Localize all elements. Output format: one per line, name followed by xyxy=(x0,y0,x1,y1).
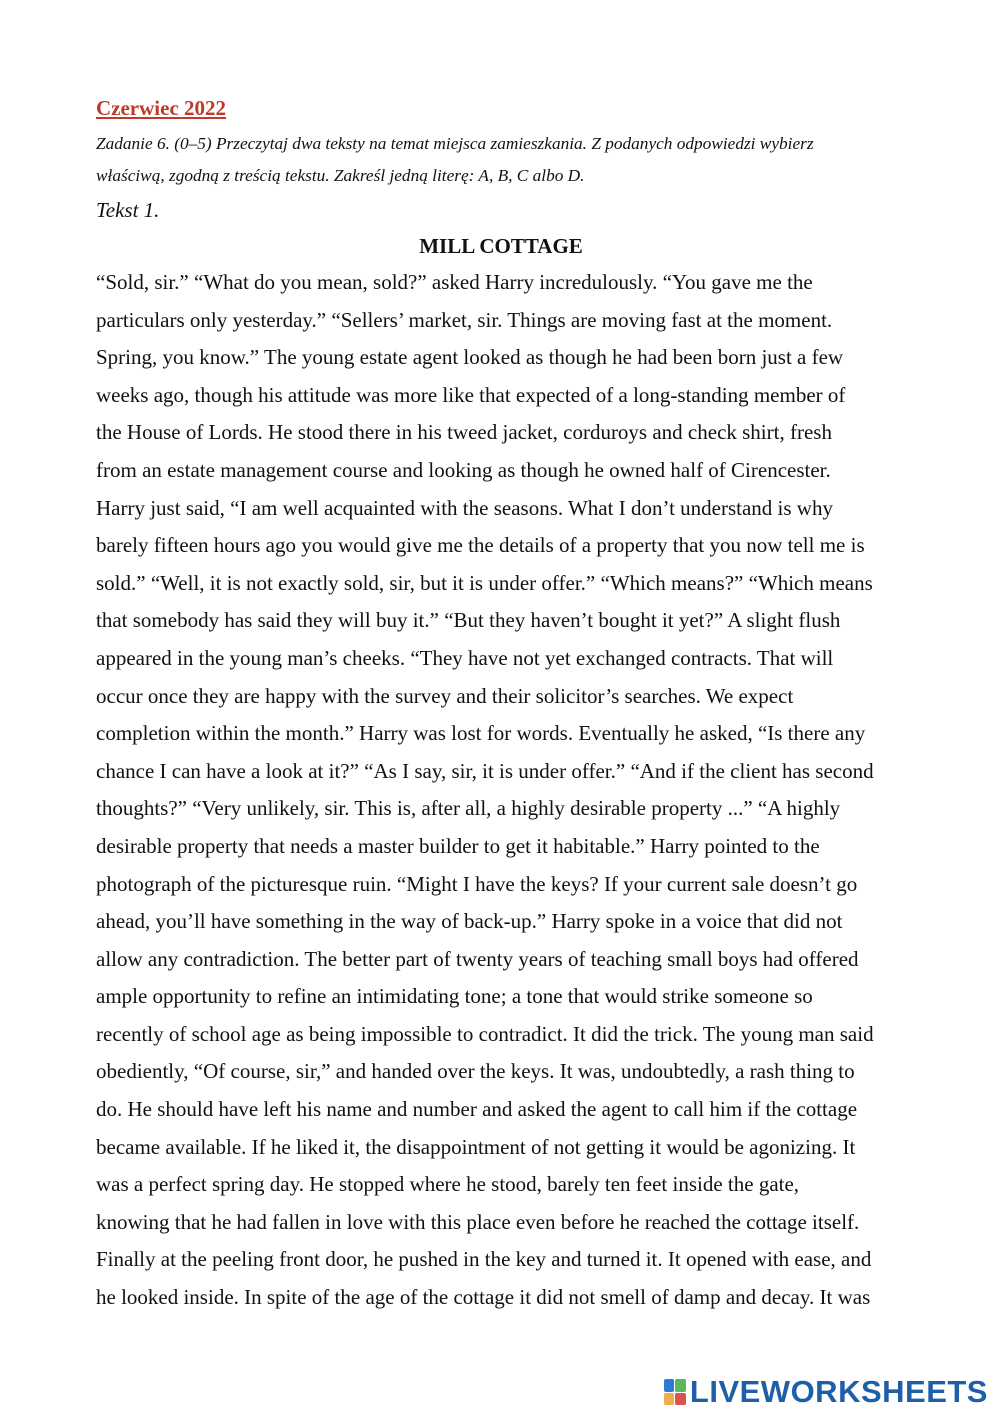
story-line: particulars only yesterday.” “Sellers’ market, sir. Things are moving fast at the moment. xyxy=(96,307,833,332)
story-line: knowing that he had fallen in love with this place even before he reached the cottage itself. xyxy=(96,1209,860,1234)
instruction-line-1: Zadanie 6. (0–5) Przeczytaj dwa teksty na temat miejsca zamieszkania. Z podanych odpowiedzi wybierz xyxy=(96,134,814,153)
story-line: weeks ago, though his attitude was more like that expected of a long-standing member of xyxy=(96,382,846,407)
story-line: photograph of the picturesque ruin. “Might I have the keys? If your current sale doesn’t go xyxy=(96,871,858,896)
story-line: Harry just said, “I am well acquainted with the seasons. What I don’t understand is why xyxy=(96,495,833,520)
story-line: Finally at the peeling front door, he pushed in the key and turned it. It opened with ease, and xyxy=(96,1247,872,1272)
liveworksheets-logo-text: LIVEWORKSHEETS xyxy=(689,1374,988,1409)
story-line: from an estate management course and looking as though he owned half of Cirencester. xyxy=(96,457,831,482)
story-line: ample opportunity to refine an intimidating tone; a tone that would strike someone so xyxy=(96,984,813,1009)
story-line: chance I can have a look at it?” “As I say, sir, it is under offer.” “And if the client has second xyxy=(96,758,874,783)
story-line: appeared in the young man’s cheeks. “They have not yet exchanged contracts. That will xyxy=(96,645,834,670)
text-label: Tekst 1. xyxy=(96,198,160,222)
story-title: MILL COTTAGE xyxy=(419,234,583,258)
story-line: occur once they are happy with the survey and their solicitor’s searches. We expect xyxy=(96,683,794,708)
story-line: barely fifteen hours ago you would give me the details of a property that you now tell me is xyxy=(96,533,865,558)
story-line: that somebody has said they will buy it.” “But they haven’t bought it yet?” A slight flush xyxy=(96,608,841,633)
liveworksheets-logo[interactable] xyxy=(664,1372,988,1412)
story-line: completion within the month.” Harry was lost for words. Eventually he asked, “Is there any xyxy=(96,721,866,746)
story-line: obediently, “Of course, sir,” and handed over the keys. It was, undoubtedly, a rash thing to xyxy=(96,1059,855,1084)
story-line: became available. If he liked it, the disappointment of not getting it would be agonizing. It xyxy=(96,1134,856,1159)
story-line: recently of school age as being impossible to contradict. It did the trick. The young man said xyxy=(96,1021,874,1046)
liveworksheets-logo-icon xyxy=(664,1379,686,1405)
story-line: do. He should have left his name and number and asked the agent to call him if the cottage xyxy=(96,1097,858,1122)
story-line: allow any contradiction. The better part of twenty years of teaching small boys had offered xyxy=(96,946,859,971)
story-body xyxy=(96,264,906,1317)
task-instruction xyxy=(96,126,906,192)
instruction-line-2: właściwą, zgodną z treścią tekstu. Zakreśl jedną literę: A, B, C albo D. xyxy=(96,166,585,185)
story-line: ahead, you’ll have something in the way of back-up.” Harry spoke in a voice that did not xyxy=(96,909,843,934)
story-line: he looked inside. In spite of the age of the cottage it did not smell of damp and decay. It was xyxy=(96,1285,871,1310)
story-line: sold.” “Well, it is not exactly sold, sir, but it is under offer.” “Which means?” “Which means xyxy=(96,570,873,595)
story-line: the House of Lords. He stood there in his tweed jacket, corduroys and check shirt, fresh xyxy=(96,420,832,445)
worksheet-page xyxy=(96,92,906,1317)
story-line: was a perfect spring day. He stopped where he stood, barely ten feet inside the gate, xyxy=(96,1172,800,1197)
story-line: thoughts?” “Very unlikely, sir. This is, after all, a highly desirable property ...” “A highly xyxy=(96,796,841,821)
page-date-heading: Czerwiec 2022 xyxy=(96,96,227,120)
story-line: desirable property that needs a master builder to get it habitable.” Harry pointed to the xyxy=(96,833,820,858)
story-line: Spring, you know.” The young estate agent looked as though he had been born just a few xyxy=(96,345,844,370)
story-line: “Sold, sir.” “What do you mean, sold?” asked Harry incredulously. “You gave me the xyxy=(96,270,813,294)
